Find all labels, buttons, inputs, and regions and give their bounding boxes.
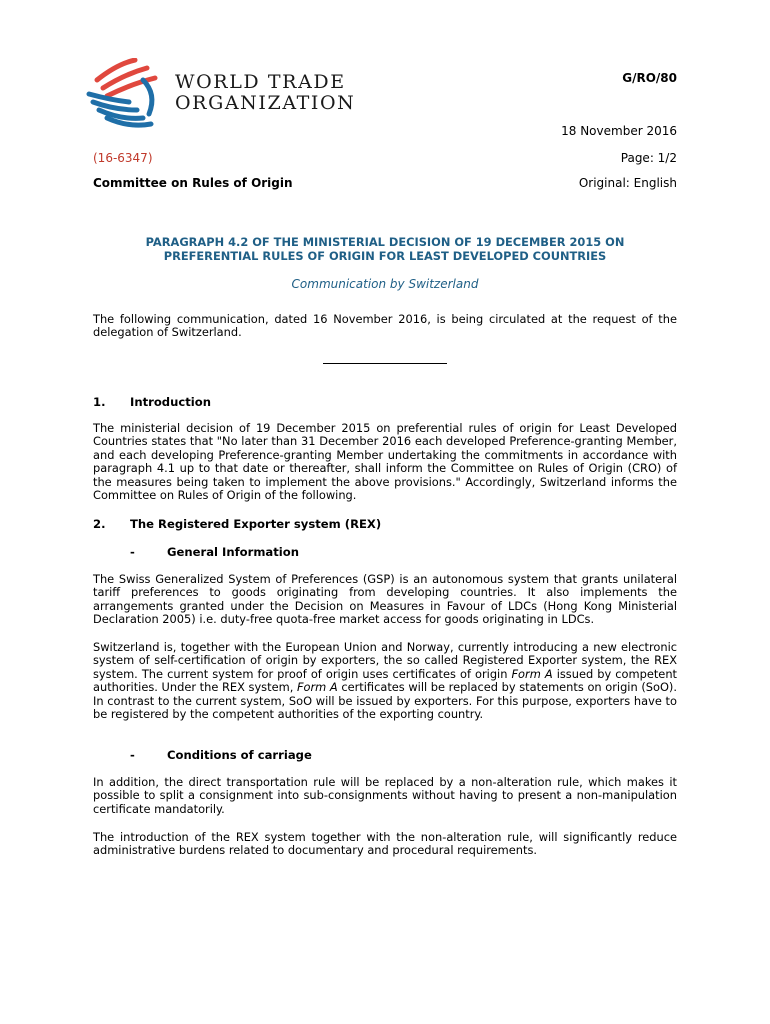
subsection-dash: - <box>130 748 135 762</box>
wto-logo <box>85 58 356 130</box>
document-date: 18 November 2016 <box>561 124 677 138</box>
section-1-title: Introduction <box>130 395 211 409</box>
carriage-paragraph-2: The introduction of the REX system together with the non-alteration rule, will significantly reduce administrative burdens related to documentary and procedural requirements. <box>93 830 677 858</box>
form-a-term-2: Form A <box>296 680 338 695</box>
page-number: Page: 1/2 <box>620 151 677 165</box>
title-line1: PARAGRAPH 4.2 OF THE MINISTERIAL DECISION OF 19 DECEMBER 2015 ON <box>145 235 625 249</box>
org-name <box>175 72 355 114</box>
section-2-number: 2. <box>93 517 106 531</box>
document-symbol: G/RO/80 <box>622 71 677 85</box>
section-1-paragraph: The ministerial decision of 19 December 2015 on preferential rules of origin for Least Developed Countries states that "No later than 31 December 2016 each developed Preference-granting Member, and each developing Preference-granting Member undertaking the commitments in accordance with paragraph 4.1 up to that date or thereafter, shall inform the Committee on Rules of Origin (CRO) of the measures being taken to implement the above provisions." Accordingly, Switzerland informs the Committee on Rules of Origin of the following. <box>93 421 677 503</box>
separator-rule <box>323 363 447 364</box>
title-line2: PREFERENTIAL RULES OF ORIGIN FOR LEAST DEVELOPED COUNTRIES <box>163 249 607 263</box>
subsection-general-heading <box>130 545 299 559</box>
org-name-line1: WORLD TRADE <box>175 71 346 93</box>
org-name-line2: ORGANIZATION <box>175 92 356 114</box>
document-subtitle: Communication by Switzerland <box>291 277 479 291</box>
committee-name: Committee on Rules of Origin <box>93 176 293 190</box>
subsection-carriage-title: Conditions of carriage <box>167 748 312 762</box>
carriage-paragraph-1: In addition, the direct transportation rule will be replaced by a non-alteration rule, which makes it possible to split a consignment into sub-consignments without having to present a non-manipulation certificate mandatorily. <box>93 775 677 816</box>
subsection-carriage-heading <box>130 748 312 762</box>
subsection-general-title: General Information <box>167 545 299 559</box>
document-number: (16-6347) <box>93 151 153 165</box>
document-title <box>93 235 677 263</box>
form-a-term-1: Form A <box>511 666 553 681</box>
intro-paragraph: The following communication, dated 16 November 2016, is being circulated at the request of the delegation of Switzerland. <box>93 312 677 340</box>
section-2-heading <box>93 517 381 531</box>
general-p2-part-a: Switzerland is, together with the European Union and Norway, currently introducing a new electronic system of self-certification of origin by exporters, the so called Registered Exporter system, the REX system. The current system for proof of origin uses certificates of origin <box>93 640 677 681</box>
section-1-number: 1. <box>93 395 106 409</box>
general-p2-part-b: issued by competent authorities. Under the REX system, <box>93 666 678 695</box>
general-p2-part-c: certificates will be replaced by statements on origin (SoO). In contrast to the current system, SoO will be issued by exporters. For this purpose, exporters have to be registered by the competent authorities of the exporting country. <box>93 680 677 722</box>
original-language: Original: English <box>578 176 677 190</box>
wto-emblem-icon <box>85 58 167 130</box>
section-2-title: The Registered Exporter system (REX) <box>130 517 382 531</box>
section-1-heading <box>93 395 211 409</box>
subsection-dash: - <box>130 545 135 559</box>
general-paragraph-1: The Swiss Generalized System of Preferences (GSP) is an autonomous system that grants unilateral tariff preferences to goods originating from developing countries. It also implements the arrangements granted under the Decision on Measures in Favour of LDCs (Hong Kong Ministerial Declaration 2005) i.e. duty-free quota-free market access for goods originating in LDCs. <box>93 572 677 627</box>
general-paragraph-2 <box>93 641 677 721</box>
